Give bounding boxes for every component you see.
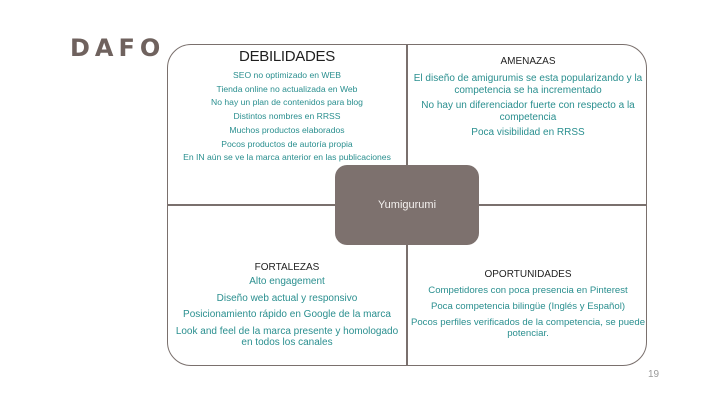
quadrant-amenazas bbox=[410, 56, 646, 143]
center-brand-box bbox=[335, 165, 479, 245]
amenazas-item: El diseño de amigurumis se esta popularizando y la competencia se ha incrementado bbox=[413, 73, 643, 96]
amenazas-item: No hay un diferenciador fuerte con respecto a la competencia bbox=[421, 100, 635, 123]
fortalezas-item: Alto engagement bbox=[249, 276, 325, 287]
debilidades-item: Distintos nombres en RRSS bbox=[233, 111, 341, 122]
oportunidades-item: Pocos perfiles verificados de la competencia, se puede potenciar. bbox=[410, 317, 646, 339]
oportunidades-item: Poca competencia bilingüe (Inglés y Español) bbox=[430, 301, 626, 312]
amenazas-title: AMENAZAS bbox=[500, 56, 556, 67]
debilidades-title: DEBILIDADES bbox=[239, 48, 335, 65]
fortalezas-item: Posicionamiento rápido en Google de la marca bbox=[183, 309, 391, 320]
debilidades-item: En IN aún se ve la marca anterior en las publicaciones bbox=[183, 152, 391, 163]
quadrant-fortalezas bbox=[170, 262, 404, 354]
debilidades-item: SEO no optimizado en WEB bbox=[233, 70, 341, 80]
debilidades-item: No hay un plan de contenidos para blog bbox=[211, 97, 363, 108]
quadrant-debilidades bbox=[170, 48, 404, 165]
page-number: 19 bbox=[648, 369, 660, 380]
fortalezas-item: Look and feel de la marca presente y homologado en todos los canales bbox=[175, 325, 399, 348]
oportunidades-item: Competidores con poca presencia en Pinterest bbox=[428, 285, 628, 296]
slide-title: DAFO bbox=[70, 34, 166, 62]
debilidades-item: Muchos productos elaborados bbox=[229, 124, 345, 135]
debilidades-item: Tienda online no actualizada en Web bbox=[216, 83, 358, 94]
fortalezas-title: FORTALEZAS bbox=[254, 262, 320, 273]
oportunidades-title: OPORTUNIDADES bbox=[484, 269, 572, 280]
debilidades-item: Pocos productos de autoría propia bbox=[221, 138, 353, 149]
fortalezas-item: Diseño web actual y responsivo bbox=[216, 292, 358, 304]
quadrant-oportunidades bbox=[410, 269, 646, 344]
center-brand-label: Yumigurumi bbox=[377, 199, 437, 211]
amenazas-item: Poca visibilidad en RRSS bbox=[471, 127, 585, 138]
